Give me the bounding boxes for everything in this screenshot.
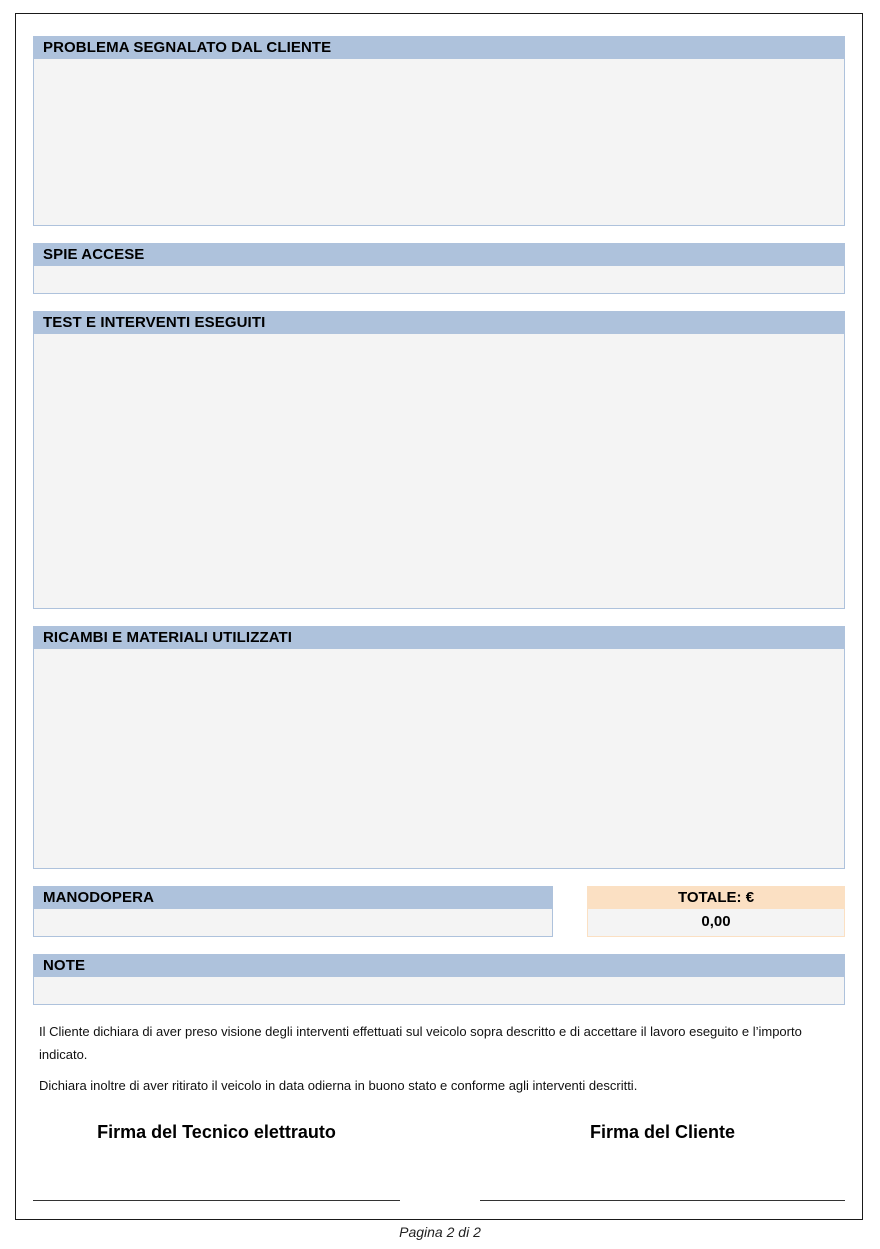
signature-tecnico-label: Firma del Tecnico elettrauto — [97, 1122, 336, 1142]
test-heading: TEST E INTERVENTI ESEGUITI — [34, 312, 844, 334]
ricambi-heading: RICAMBI E MATERIALI UTILIZZATI — [34, 627, 844, 649]
spie-section — [33, 243, 845, 294]
spie-heading: SPIE ACCESE — [34, 244, 844, 266]
manodopera-heading: MANODOPERA — [34, 887, 552, 909]
note-section — [33, 954, 845, 1005]
note-heading: NOTE — [34, 955, 844, 977]
declaration-paragraph-1: Il Cliente dichiara di aver preso visione degli interventi effettuati sul veicolo sopra descritto e di accettare il lavoro eseguito e l’importo indicato. — [39, 1024, 802, 1062]
totale-section — [587, 886, 845, 937]
signature-tecnico-line[interactable] — [33, 1200, 400, 1201]
problema-heading: PROBLEMA SEGNALATO DAL CLIENTE — [34, 37, 844, 59]
page-number: Pagina 2 di 2 — [399, 1224, 481, 1240]
signature-cliente-label: Firma del Cliente — [589, 1122, 736, 1142]
declaration-paragraph-2: Dichiara inoltre di aver ritirato il veicolo in data odierna in buono stato e conforme agli interventi descritti. — [39, 1078, 638, 1093]
totale-heading: TOTALE: € — [588, 887, 844, 909]
manodopera-section — [33, 886, 553, 937]
ricambi-section — [33, 626, 845, 869]
test-section — [33, 311, 845, 609]
problema-section — [33, 36, 845, 226]
totale-value[interactable]: 0,00 — [701, 913, 731, 930]
signature-cliente-line[interactable] — [480, 1200, 845, 1201]
